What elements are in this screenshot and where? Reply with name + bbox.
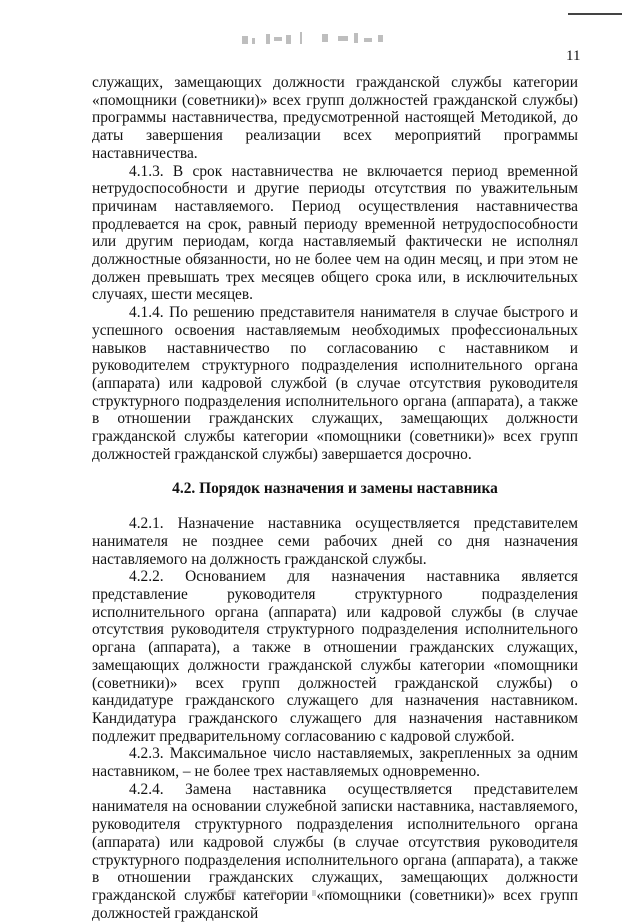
paragraph-continuation: служащих, замещающих должности гражданской службы категории «помощники (советники)» всех групп должностей гражданской службы) программы наставничества, предусмотренной настоящей Методикой, до даты завершения реализации всех мероприятий программы наставничества. [92,74,578,162]
paragraph-4-2-4: 4.2.4. Замена наставника осуществляется представителем нанимателя на основании служебной записки наставника, наставляемого, руководителя структурного подразделения исполнительного органа (аппарата) или кадровой службы (в случае отсутствия руководителя структурного подразделения исполнительного органа (аппарата), а также в отношении гражданских служащих, замещающих должности гражданской службы категории «помощники (советники)» всех групп должностей гражданской [92,780,578,922]
section-heading: 4.2. Порядок назначения и замены наставника [172,480,498,498]
page-number: 11 [566,48,581,64]
paragraph-4-2-3: 4.2.3. Максимальное число наставляемых, закрепленных за одним наставником, – не более трех наставляемых одновременно. [92,745,578,781]
paragraph-4-1-3: 4.1.3. В срок наставничества не включается период временной нетрудоспособности и другие периоды отсутствия по уважительным причинам наставляемого. Период осуществления наставничества продлевается на срок, равный периоду временной нетрудоспособности или другим периодам, когда наставляемый фактически не исполнял должностные обязанности, но не более чем на один месяц, и при этом не должен превышать трех месяцев общего срока или, в исключительных случаях, шести месяцев. [92,162,578,304]
paragraph-4-2-2: 4.2.2. Основанием для назначения наставника является представление руководителя структурного подразделения исполнительного органа (аппарата) или кадровой службы (в случае отсутствия руководителя структурного подразделения исполнительного органа (аппарата), а также в отношении гражданских служащих, замещающих должности гражданской службы категории «помощники (советники)» всех групп должностей гражданской службы) о кандидатуре гражданского служащего для назначения наставником. Кандидатура гражданского служащего для назначения наставником подлежит предварительному согласованию с кадровой службой. [92,568,578,745]
bottom-scan-smudge [208,888,368,898]
document-body [92,74,578,922]
scan-smudge-mark [228,18,408,56]
paragraph-4-2-1: 4.2.1. Назначение наставника осуществляется представителем нанимателя не позднее семи рабочих дней со дня назначения наставляемого на должность гражданской службы. [92,515,578,568]
paragraph-4-1-4: 4.1.4. По решению представителя нанимателя в случае быстрого и успешного освоения наставляемым необходимых профессиональных навыков наставничество по согласованию с наставником и руководителем структурного подразделения исполнительного органа (аппарата) или кадровой службой (в случае отсутствия руководителя структурного подразделения исполнительного органа (аппарата), а также в отношении гражданских служащих, замещающих должности гражданской службы категории «помощники (советники)» всех групп должностей гражданской службы) завершается досрочно. [92,304,578,463]
scan-edge-line [568,13,622,15]
